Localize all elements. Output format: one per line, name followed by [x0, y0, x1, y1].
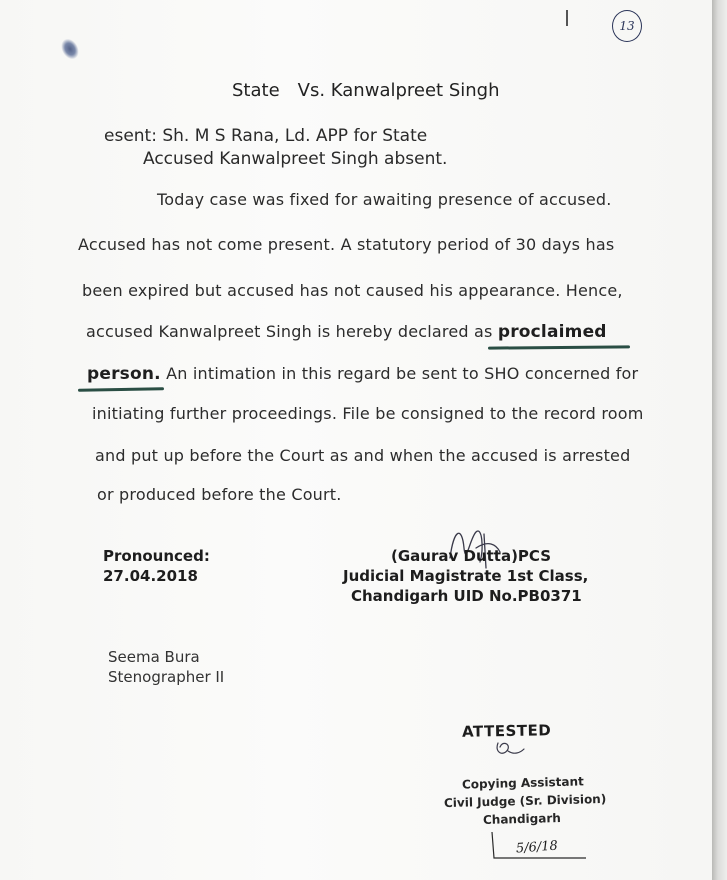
proclaimed-bold-text: proclaimed: [497, 322, 607, 342]
page-edge-shadow: [712, 0, 727, 880]
body-line-6: initiating further proceedings. File be consigned to the record room: [92, 404, 644, 423]
magistrate-name: (Gaurav Dutta)PCS: [391, 547, 552, 565]
body-line-4: [86, 322, 607, 342]
stamp-chandigarh: Chandigarh: [482, 810, 562, 828]
pen-stroke-mark: [566, 10, 568, 26]
pronounced-label: Pronounced:: [103, 547, 210, 565]
case-title-versus: Vs. Kanwalpreet Singh: [297, 80, 500, 101]
handwritten-date: 5/6/18: [515, 838, 559, 857]
person-bold-text: person.: [87, 364, 161, 384]
page-number-circle: [612, 10, 642, 42]
body-line-5: [87, 364, 638, 384]
body-line-8: or produced before the Court.: [97, 485, 342, 504]
stenographer-name: Seema Bura: [108, 648, 200, 666]
magistrate-designation: Judicial Magistrate 1st Class,: [343, 567, 589, 585]
stenographer-role: Stenographer II: [108, 668, 225, 686]
case-title-state: State: [232, 80, 280, 101]
body-line-1: Today case was fixed for awaiting presence of accused.: [157, 190, 612, 209]
stamp-civil-judge: Civil Judge (Sr. Division): [443, 791, 607, 811]
page-number: 13: [619, 19, 635, 33]
magistrate-uid: Chandigarh UID No.PB0371: [351, 587, 582, 605]
attested-stamp: ATTESTED: [461, 721, 552, 741]
handwritten-underline-person: [78, 387, 164, 392]
case-title: [232, 80, 500, 101]
body-line-7: and put up before the Court as and when the accused is arrested: [95, 446, 631, 465]
present-line: esent: Sh. M S Rana, Ld. APP for State: [104, 126, 428, 146]
pronounced-date: 27.04.2018: [103, 567, 198, 585]
body-line-2: Accused has not come present. A statutory period of 30 days has: [78, 235, 615, 254]
body-line-3: been expired but accused has not caused his appearance. Hence,: [82, 281, 623, 300]
accused-absent-line: Accused Kanwalpreet Singh absent.: [143, 149, 448, 169]
stamp-copying-assistant: Copying Assistant: [461, 774, 584, 792]
body-line-5-text: An intimation in this regard be sent to SHO concerned for: [160, 364, 639, 383]
handwritten-underline-proclaimed: [488, 345, 630, 349]
attestation-initial-signature: [490, 733, 530, 763]
body-line-4-text: accused Kanwalpreet Singh is hereby declared as: [86, 322, 498, 341]
pin-mark: [58, 35, 83, 62]
